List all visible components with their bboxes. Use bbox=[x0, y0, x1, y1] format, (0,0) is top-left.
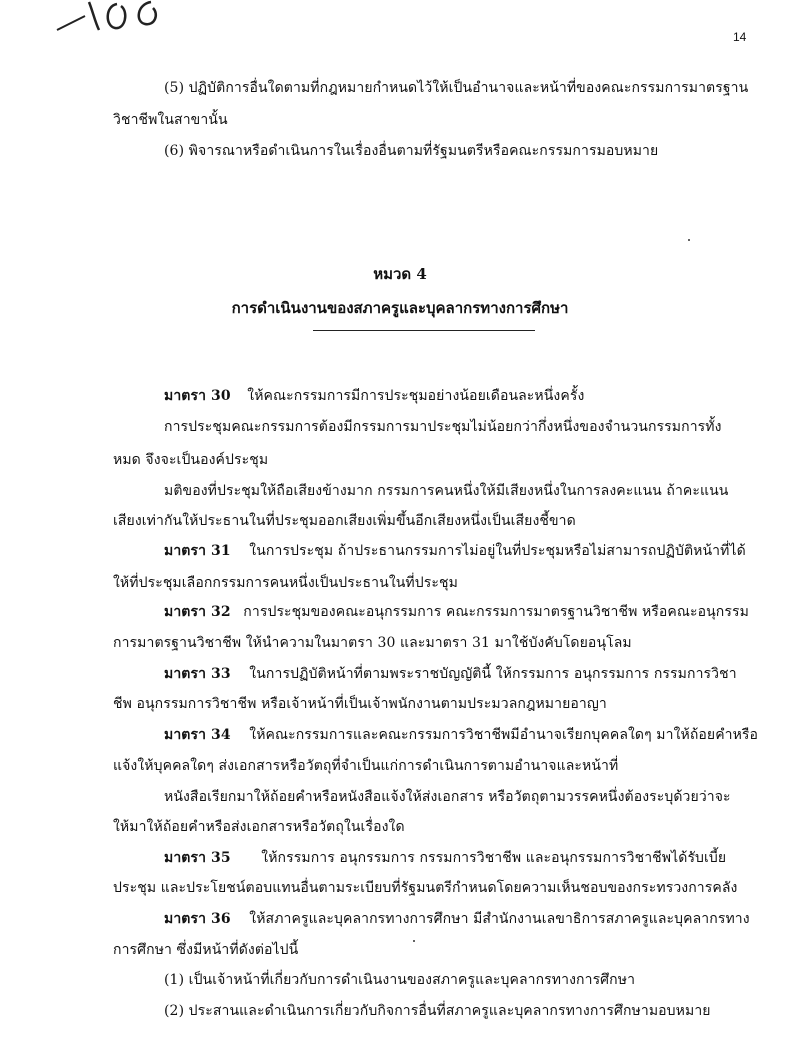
section-34-label: มาตรา 34 bbox=[164, 727, 231, 743]
section-34-text-2: แจ้งให้บุคคลใดๆ ส่งเอกสารหรือวัตถุที่จำเป็นแก่การดำเนินการตามอำนาจและหน้าที่ bbox=[113, 758, 619, 774]
section-35 bbox=[164, 849, 726, 867]
title-underline bbox=[313, 330, 535, 331]
section-31 bbox=[164, 542, 746, 560]
summons-line-2: ให้มาให้ถ้อยคำหรือส่งเอกสารหรือวัตถุในเรื่องใด bbox=[113, 819, 405, 835]
section-31-text-1: ในการประชุม ถ้าประธานกรรมการไม่อยู่ในที่ประชุมหรือไม่สามารถปฏิบัติหน้าที่ได้ bbox=[249, 543, 746, 559]
section-33-text-1: ในการปฏิบัติหน้าที่ตามพระราชบัญญัตินี้ ให้กรรมการ อนุกรรมการ กรรมการวิชา bbox=[249, 666, 737, 682]
section-35-text-2: ประชุม และประโยชน์ตอบแทนอื่นตามระเบียบที่รัฐมนตรีกำหนดโดยความเห็นชอบของกระทรวงการคลัง bbox=[113, 880, 738, 896]
summons-line-1: หนังสือเรียกมาให้ถ้อยคำหรือหนังสือแจ้งให้ส่งเอกสาร หรือวัตถุตามวรรคหนึ่งต้องระบุด้วยว่าจะ bbox=[164, 789, 731, 805]
section-35-text-1: ให้กรรมการ อนุกรรมการ กรรมการวิชาชีพ และอนุกรรมการวิชาชีพได้รับเบี้ย bbox=[261, 850, 727, 866]
section-36-label: มาตรา 36 bbox=[164, 911, 231, 927]
section-36-text-2: การศึกษา ซึ่งมีหน้าที่ดังต่อไปนี้ bbox=[113, 942, 299, 958]
section-32-text-1: การประชุมของคณะอนุกรรมการ คณะกรรมการมาตรฐานวิชาชีพ หรือคณะอนุกรรม bbox=[243, 604, 749, 620]
quorum-line-2: หมด จึงจะเป็นองค์ประชุม bbox=[113, 452, 269, 468]
section-33-text-2: ชีพ อนุกรรมการวิชาชีพ หรือเจ้าหน้าที่เป็นเจ้าพนักงานตามประมวลกฎหมายอาญา bbox=[113, 696, 607, 712]
section-33 bbox=[164, 665, 737, 683]
section-36 bbox=[164, 910, 750, 928]
vote-line-2: เสียงเท่ากันให้ประธานในที่ประชุมออกเสียงเพิ่มขึ้นอีกเสียงหนึ่งเป็นเสียงชี้ขาด bbox=[113, 513, 576, 529]
chapter-title: การดำเนินงานของสภาครูและบุคลากรทางการศึกษา bbox=[231, 299, 569, 317]
section-31-text-2: ให้ที่ประชุมเลือกกรรมการคนหนึ่งเป็นประธานในที่ประชุม bbox=[113, 575, 458, 591]
quorum-line-1: การประชุมคณะกรรมการต้องมีกรรมการมาประชุมไม่น้อยกว่ากึ่งหนึ่งของจำนวนกรรมการทั้ง bbox=[164, 419, 722, 435]
section-36-text-1: ให้สภาครูและบุคลากรทางการศึกษา มีสำนักงานเลขาธิการสภาครูและบุคลากรทาง bbox=[249, 911, 750, 927]
section-32-text-2: การมาตรฐานวิชาชีพ ให้นำความในมาตรา 30 และมาตรา 31 มาใช้บังคับโดยอนุโลม bbox=[113, 635, 632, 651]
section-30-label: มาตรา 30 bbox=[164, 388, 231, 404]
section-35-label: มาตรา 35 bbox=[164, 850, 231, 866]
section-32 bbox=[164, 603, 749, 621]
handwritten-mark bbox=[55, 0, 165, 38]
page-number: 14 bbox=[733, 30, 747, 44]
section-30 bbox=[164, 387, 584, 405]
section-30-text: ให้คณะกรรมการมีการประชุมอย่างน้อยเดือนละหนึ่งครั้ง bbox=[247, 388, 585, 404]
section-31-label: มาตรา 31 bbox=[164, 543, 231, 559]
section-36-item-1: (1) เป็นเจ้าหน้าที่เกี่ยวกับการดำเนินงานของสภาครูและบุคลากรทางการศึกษา bbox=[164, 972, 636, 988]
scan-speck bbox=[688, 239, 690, 241]
chapter-number: หมวด 4 bbox=[373, 265, 427, 283]
section-32-label: มาตรา 32 bbox=[164, 604, 231, 620]
section-34-text-1: ให้คณะกรรมการและคณะกรรมการวิชาชีพมีอำนาจเรียกบุคคลใดๆ มาให้ถ้อยคำหรือ bbox=[249, 727, 759, 743]
section-33-label: มาตรา 33 bbox=[164, 666, 231, 682]
item-6: (6) พิจารณาหรือดำเนินการในเรื่องอื่นตามที่รัฐมนตรีหรือคณะกรรมการมอบหมาย bbox=[164, 143, 659, 159]
section-34 bbox=[164, 726, 758, 744]
item-5-line-1: (5) ปฏิบัติการอื่นใดตามที่กฎหมายกำหนดไว้ให้เป็นอำนาจและหน้าที่ของคณะกรรมการมาตรฐาน bbox=[164, 80, 749, 96]
scan-speck bbox=[413, 940, 415, 942]
item-5-line-2: วิชาชีพในสาขานั้น bbox=[113, 112, 228, 128]
section-36-item-2: (2) ประสานและดำเนินการเกี่ยวกับกิจการอื่นที่สภาครูและบุคลากรทางการศึกษามอบหมาย bbox=[164, 1003, 711, 1019]
vote-line-1: มติของที่ประชุมให้ถือเสียงข้างมาก กรรมการคนหนึ่งให้มีเสียงหนึ่งในการลงคะแนน ถ้าคะแนน bbox=[164, 483, 729, 499]
